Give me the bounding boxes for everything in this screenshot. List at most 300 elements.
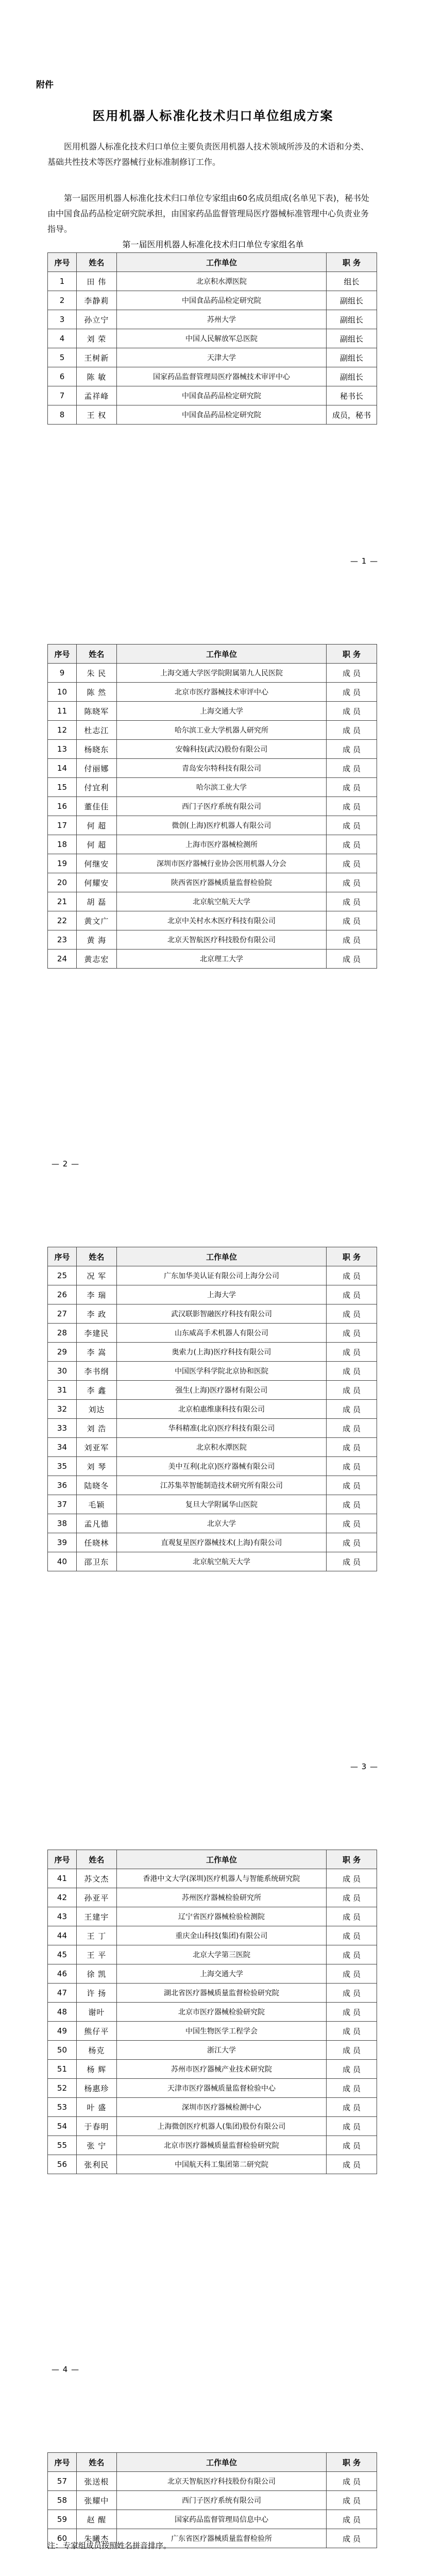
cell-no: 22 (48, 911, 77, 930)
table-row (48, 1495, 377, 1514)
cell-role: 组长 (327, 272, 377, 291)
cell-name: 胡 磊 (76, 892, 116, 911)
cell-no: 60 (48, 2529, 77, 2548)
cell-role: 成 员 (327, 1381, 377, 1400)
cell-no: 23 (48, 930, 77, 950)
cell-role: 副组长 (327, 367, 377, 386)
cell-unit: 江苏集萃智能制造技术研究所有限公司 (116, 1476, 326, 1495)
cell-unit: 香港中文大学(深圳)医疗机器人与智能系统研究院 (116, 1869, 326, 1888)
roster-table (47, 644, 377, 969)
cell-unit: 中国食品药品检定研究院 (116, 386, 326, 405)
cell-no: 34 (48, 1438, 77, 1457)
cell-role: 成 员 (327, 1984, 377, 2003)
header-no: 序号 (48, 253, 77, 272)
cell-unit: 浙江大学 (116, 2041, 326, 2060)
cell-name: 张利民 (76, 2155, 116, 2174)
table-row (48, 2117, 377, 2136)
cell-no: 8 (48, 405, 77, 425)
cell-role: 成 员 (327, 740, 377, 759)
cell-role: 成 员 (327, 2155, 377, 2174)
cell-role: 成 员 (327, 2098, 377, 2117)
cell-name: 况 军 (76, 1266, 116, 1285)
composition-paragraph: 第一届医用机器人标准化技术归口单位专家组由60名成员组成(名单见下表)，秘书处由中国食品药品检定研究院承担，由国家药品监督管理局医疗器械标准管理中心负责业务指导。 (47, 193, 369, 234)
cell-name: 王 平 (76, 1945, 116, 1964)
cell-role: 成 员 (327, 835, 377, 854)
table-row (48, 2003, 377, 2022)
table-row (48, 1907, 377, 1926)
cell-no: 7 (48, 386, 77, 405)
table-row (48, 1476, 377, 1495)
cell-role: 成 员 (327, 1552, 377, 1571)
cell-unit: 北京积水潭医院 (116, 1438, 326, 1457)
cell-no: 27 (48, 1304, 77, 1324)
table-row (48, 291, 377, 310)
cell-no: 17 (48, 816, 77, 835)
cell-no: 40 (48, 1552, 77, 1571)
cell-no: 16 (48, 797, 77, 816)
cell-unit: 哈尔滨工业大学机器人研究所 (116, 721, 326, 740)
cell-unit: 强生(上海)医疗器材有限公司 (116, 1381, 326, 1400)
cell-no: 31 (48, 1381, 77, 1400)
cell-no: 53 (48, 2098, 77, 2117)
cell-unit: 深圳市医疗器械检测中心 (116, 2098, 326, 2117)
cell-name: 叶 盛 (76, 2098, 116, 2117)
cell-role: 成 员 (327, 1285, 377, 1304)
table-row (48, 2041, 377, 2060)
cell-unit: 天津大学 (116, 348, 326, 367)
header-name: 姓名 (76, 2453, 116, 2472)
cell-name: 杨惠珍 (76, 2079, 116, 2098)
cell-name: 孟凡德 (76, 1514, 116, 1533)
cell-no: 58 (48, 2491, 77, 2510)
cell-no: 43 (48, 1907, 77, 1926)
cell-no: 36 (48, 1476, 77, 1495)
cell-no: 15 (48, 778, 77, 797)
cell-no: 35 (48, 1457, 77, 1476)
cell-unit: 西门子医疗系统有限公司 (116, 2491, 326, 2510)
cell-name: 何 超 (76, 816, 116, 835)
cell-role: 成 员 (327, 1476, 377, 1495)
table-row (48, 272, 377, 291)
table-row (48, 1400, 377, 1419)
cell-unit: 中国人民解放军总医院 (116, 329, 326, 348)
table-header-row (48, 253, 377, 272)
cell-unit: 中国食品药品检定研究院 (116, 405, 326, 425)
page-number: — 1 — (350, 556, 379, 566)
cell-unit: 北京航空航天大学 (116, 1552, 326, 1571)
cell-name: 王 权 (76, 405, 116, 425)
cell-role: 副组长 (327, 310, 377, 329)
cell-role: 成 员 (327, 778, 377, 797)
cell-name: 邵卫东 (76, 1552, 116, 1571)
cell-name: 任晓林 (76, 1533, 116, 1552)
table-row (48, 367, 377, 386)
cell-role: 成 员 (327, 2472, 377, 2491)
cell-name: 孙亚平 (76, 1888, 116, 1907)
table-row (48, 1984, 377, 2003)
cell-unit: 辽宁省医疗器械检验检测院 (116, 1907, 326, 1926)
cell-unit: 北京理工大学 (116, 950, 326, 969)
cell-name: 刘 荣 (76, 329, 116, 348)
cell-unit: 中国航天科工集团第二研究院 (116, 2155, 326, 2174)
cell-no: 57 (48, 2472, 77, 2491)
cell-name: 黄 海 (76, 930, 116, 950)
table-row (48, 816, 377, 835)
cell-role: 成 员 (327, 1304, 377, 1324)
cell-name: 张送根 (76, 2472, 116, 2491)
table-row (48, 2472, 377, 2491)
table-row (48, 1552, 377, 1571)
table-caption: 第一届医用机器人标准化技术归口单位专家组名单 (122, 240, 304, 249)
cell-no: 42 (48, 1888, 77, 1907)
table-row (48, 721, 377, 740)
cell-unit: 中国医学科学院北京协和医院 (116, 1362, 326, 1381)
cell-no: 38 (48, 1514, 77, 1533)
cell-role: 成 员 (327, 759, 377, 778)
cell-unit: 国家药品监督管理局医疗器械技术审评中心 (116, 367, 326, 386)
cell-name: 李静莉 (76, 291, 116, 310)
cell-role: 成 员 (327, 664, 377, 683)
document-title: 医用机器人标准化技术归口单位组成方案 (92, 109, 334, 123)
table-row (48, 2155, 377, 2174)
table-row (48, 683, 377, 702)
header-name: 姓名 (76, 1247, 116, 1266)
table-row (48, 702, 377, 721)
table-row (48, 1438, 377, 1457)
cell-role: 成 员 (327, 2022, 377, 2041)
cell-role: 成 员 (327, 1343, 377, 1362)
cell-name: 李 政 (76, 1304, 116, 1324)
cell-name: 刘 浩 (76, 1419, 116, 1438)
table-row (48, 1926, 377, 1945)
table-row (48, 911, 377, 930)
cell-no: 52 (48, 2079, 77, 2098)
header-name: 姓名 (76, 253, 116, 272)
cell-name: 朱曦杰 (76, 2529, 116, 2548)
cell-name: 刘达 (76, 1400, 116, 1419)
cell-no: 21 (48, 892, 77, 911)
cell-name: 李 鑫 (76, 1381, 116, 1400)
cell-unit: 安翰科技(武汉)股份有限公司 (116, 740, 326, 759)
header-name: 姓名 (76, 645, 116, 664)
cell-unit: 北京市医疗器械质量监督检验研究院 (116, 2136, 326, 2155)
header-name: 姓名 (76, 1850, 116, 1869)
table-row (48, 950, 377, 969)
table-header-row (48, 1247, 377, 1266)
cell-no: 39 (48, 1533, 77, 1552)
table-row (48, 2510, 377, 2529)
cell-role: 成 员 (327, 1964, 377, 1984)
table-row (48, 2079, 377, 2098)
footnote: 注：专家组成员按照姓名拼音排序。 (47, 2541, 172, 2550)
table-row (48, 329, 377, 348)
roster-table (47, 1247, 377, 1571)
table-row (48, 854, 377, 873)
page-number: — 3 — (350, 1762, 379, 1771)
cell-unit: 苏州大学 (116, 310, 326, 329)
header-role: 职 务 (327, 253, 377, 272)
cell-name: 于春明 (76, 2117, 116, 2136)
cell-name: 朱 民 (76, 664, 116, 683)
cell-role: 成 员 (327, 1945, 377, 1964)
cell-name: 王 丁 (76, 1926, 116, 1945)
cell-name: 杨克 (76, 2041, 116, 2060)
table-row (48, 405, 377, 425)
cell-unit: 湖北省医疗器械质量监督检验研究院 (116, 1984, 326, 2003)
cell-unit: 北京积水潭医院 (116, 272, 326, 291)
table-row (48, 740, 377, 759)
cell-name: 陆晓冬 (76, 1476, 116, 1495)
cell-role: 成 员 (327, 2041, 377, 2060)
header-role: 职 务 (327, 1247, 377, 1266)
cell-name: 孙立宁 (76, 310, 116, 329)
cell-name: 毛颖 (76, 1495, 116, 1514)
cell-role: 成 员 (327, 1495, 377, 1514)
cell-unit: 广东加华美认证有限公司上海分公司 (116, 1266, 326, 1285)
cell-role: 成 员 (327, 683, 377, 702)
cell-no: 56 (48, 2155, 77, 2174)
cell-role: 成 员 (327, 2136, 377, 2155)
table-row (48, 1945, 377, 1964)
cell-name: 王建宇 (76, 1907, 116, 1926)
cell-role: 成 员 (327, 2060, 377, 2079)
cell-no: 11 (48, 702, 77, 721)
cell-name: 刘 琴 (76, 1457, 116, 1476)
header-unit: 工作单位 (116, 1850, 326, 1869)
cell-name: 付丽娜 (76, 759, 116, 778)
cell-no: 13 (48, 740, 77, 759)
table-row (48, 1888, 377, 1907)
cell-name: 李书纲 (76, 1362, 116, 1381)
cell-name: 李 瑞 (76, 1285, 116, 1304)
table-row (48, 1419, 377, 1438)
roster-table (47, 252, 377, 425)
cell-role: 成 员 (327, 1926, 377, 1945)
cell-no: 44 (48, 1926, 77, 1945)
page-number: — 4 — (52, 2365, 80, 2374)
table-row (48, 1266, 377, 1285)
cell-no: 12 (48, 721, 77, 740)
table-row (48, 2136, 377, 2155)
cell-name: 田 伟 (76, 272, 116, 291)
cell-no: 24 (48, 950, 77, 969)
cell-no: 33 (48, 1419, 77, 1438)
cell-role: 成 员 (327, 2510, 377, 2529)
cell-role: 成 员 (327, 816, 377, 835)
cell-no: 48 (48, 2003, 77, 2022)
cell-role: 成 员 (327, 2529, 377, 2548)
cell-unit: 陕西省医疗器械质量监督检验院 (116, 873, 326, 892)
cell-name: 何继安 (76, 854, 116, 873)
cell-role: 秘书长 (327, 386, 377, 405)
cell-role: 成 员 (327, 2003, 377, 2022)
cell-role: 成 员 (327, 1907, 377, 1926)
header-role: 职 务 (327, 2453, 377, 2472)
cell-role: 成 员 (327, 950, 377, 969)
cell-unit: 西门子医疗系统有限公司 (116, 797, 326, 816)
table-header-row (48, 2453, 377, 2472)
cell-role: 成 员 (327, 1362, 377, 1381)
header-no: 序号 (48, 645, 77, 664)
cell-role: 副组长 (327, 329, 377, 348)
cell-name: 何耀安 (76, 873, 116, 892)
header-no: 序号 (48, 1850, 77, 1869)
page-number: — 2 — (52, 1159, 80, 1168)
cell-role: 副组长 (327, 291, 377, 310)
intro-paragraph: 医用机器人标准化技术归口单位主要负责医用机器人技术领域所涉及的术语和分类、基础共性技术等医疗器械行业标准制修订工作。 (47, 142, 369, 167)
table-row (48, 873, 377, 892)
table-row (48, 1362, 377, 1381)
cell-unit: 苏州市医疗器械产业技术研究院 (116, 2060, 326, 2079)
cell-unit: 北京大学 (116, 1514, 326, 1533)
cell-name: 熊仔平 (76, 2022, 116, 2041)
table-row (48, 664, 377, 683)
cell-name: 付宜利 (76, 778, 116, 797)
cell-name: 赵 醒 (76, 2510, 116, 2529)
cell-role: 成 员 (327, 930, 377, 950)
cell-unit: 山东威高手术机器人有限公司 (116, 1324, 326, 1343)
cell-name: 张耀中 (76, 2491, 116, 2510)
cell-name: 孟祥峰 (76, 386, 116, 405)
cell-no: 9 (48, 664, 77, 683)
cell-role: 成 员 (327, 911, 377, 930)
cell-name: 杨晓东 (76, 740, 116, 759)
cell-name: 陈晓军 (76, 702, 116, 721)
cell-unit: 深圳市医疗器械行业协会医用机器人分会 (116, 854, 326, 873)
cell-role: 成 员 (327, 1266, 377, 1285)
header-unit: 工作单位 (116, 645, 326, 664)
cell-role: 成 员 (327, 1869, 377, 1888)
cell-no: 59 (48, 2510, 77, 2529)
cell-no: 5 (48, 348, 77, 367)
cell-role: 成 员 (327, 2491, 377, 2510)
table-row (48, 892, 377, 911)
cell-no: 4 (48, 329, 77, 348)
cell-unit: 北京大学第三医院 (116, 1945, 326, 1964)
cell-no: 3 (48, 310, 77, 329)
cell-no: 51 (48, 2060, 77, 2079)
cell-role: 成 员 (327, 797, 377, 816)
cell-unit: 武汉联影智融医疗科技有限公司 (116, 1304, 326, 1324)
cell-role: 成 员 (327, 1419, 377, 1438)
table-row (48, 797, 377, 816)
cell-unit: 北京市医疗器械技术审评中心 (116, 683, 326, 702)
cell-unit: 苏州医疗器械检验研究所 (116, 1888, 326, 1907)
cell-role: 成 员 (327, 1324, 377, 1343)
cell-role: 成 员 (327, 873, 377, 892)
cell-role: 成 员 (327, 1888, 377, 1907)
header-role: 职 务 (327, 645, 377, 664)
table-row (48, 1285, 377, 1304)
cell-unit: 微创(上海)医疗机器人有限公司 (116, 816, 326, 835)
table-row (48, 1381, 377, 1400)
table-row (48, 348, 377, 367)
cell-no: 49 (48, 2022, 77, 2041)
table-row (48, 2022, 377, 2041)
cell-name: 刘亚军 (76, 1438, 116, 1457)
table-row (48, 1304, 377, 1324)
cell-unit: 上海交通大学 (116, 702, 326, 721)
header-unit: 工作单位 (116, 2453, 326, 2472)
cell-no: 41 (48, 1869, 77, 1888)
cell-unit: 北京柏惠维康科技有限公司 (116, 1400, 326, 1419)
cell-role: 成 员 (327, 892, 377, 911)
cell-name: 王树新 (76, 348, 116, 367)
cell-no: 25 (48, 1266, 77, 1285)
cell-name: 许 扬 (76, 1984, 116, 2003)
cell-no: 19 (48, 854, 77, 873)
cell-role: 成 员 (327, 1514, 377, 1533)
cell-unit: 上海交通大学医学院附属第九人民医院 (116, 664, 326, 683)
cell-no: 37 (48, 1495, 77, 1514)
cell-unit: 北京天智航医疗科技股份有限公司 (116, 930, 326, 950)
cell-no: 30 (48, 1362, 77, 1381)
roster-table (47, 2452, 377, 2548)
cell-name: 陈 敏 (76, 367, 116, 386)
cell-unit: 直观复星医疗器械技术(上海)有限公司 (116, 1533, 326, 1552)
cell-name: 谢叶 (76, 2003, 116, 2022)
cell-role: 成 员 (327, 854, 377, 873)
cell-no: 47 (48, 1984, 77, 2003)
cell-role: 成 员 (327, 702, 377, 721)
cell-name: 董佳佳 (76, 797, 116, 816)
cell-unit: 美中互利(北京)医疗器械有限公司 (116, 1457, 326, 1476)
table-row (48, 310, 377, 329)
cell-unit: 北京中关村水木医疗科技有限公司 (116, 911, 326, 930)
cell-no: 50 (48, 2041, 77, 2060)
attachment-label: 附件 (36, 80, 54, 90)
cell-name: 李建民 (76, 1324, 116, 1343)
table-header-row (48, 1850, 377, 1869)
cell-unit: 上海市医疗器械检测所 (116, 835, 326, 854)
cell-name: 黄志宏 (76, 950, 116, 969)
table-row (48, 2098, 377, 2117)
cell-unit: 哈尔滨工业大学 (116, 778, 326, 797)
table-row (48, 2491, 377, 2510)
cell-unit: 华科精准(北京)医疗科技有限公司 (116, 1419, 326, 1438)
cell-name: 张 宁 (76, 2136, 116, 2155)
cell-no: 29 (48, 1343, 77, 1362)
cell-role: 成 员 (327, 1533, 377, 1552)
table-row (48, 1457, 377, 1476)
cell-no: 20 (48, 873, 77, 892)
cell-role: 副组长 (327, 348, 377, 367)
cell-unit: 上海微创医疗机器人(集团)股份有限公司 (116, 2117, 326, 2136)
cell-role: 成 员 (327, 1457, 377, 1476)
cell-unit: 重庆金山科技(集团)有限公司 (116, 1926, 326, 1945)
cell-no: 14 (48, 759, 77, 778)
cell-unit: 上海大学 (116, 1285, 326, 1304)
table-row (48, 1869, 377, 1888)
cell-unit: 中国食品药品检定研究院 (116, 291, 326, 310)
cell-no: 10 (48, 683, 77, 702)
cell-role: 成 员 (327, 2117, 377, 2136)
header-role: 职 务 (327, 1850, 377, 1869)
table-row (48, 1964, 377, 1984)
cell-no: 2 (48, 291, 77, 310)
cell-unit: 广东省医疗器械质量监督检验所 (116, 2529, 326, 2548)
cell-no: 46 (48, 1964, 77, 1984)
table-row (48, 778, 377, 797)
cell-no: 6 (48, 367, 77, 386)
cell-name: 何 超 (76, 835, 116, 854)
header-unit: 工作单位 (116, 1247, 326, 1266)
roster-table (47, 1850, 377, 2174)
cell-name: 杨 辉 (76, 2060, 116, 2079)
cell-no: 54 (48, 2117, 77, 2136)
table-row (48, 1533, 377, 1552)
cell-unit: 奥索力(上海)医疗科技有限公司 (116, 1343, 326, 1362)
